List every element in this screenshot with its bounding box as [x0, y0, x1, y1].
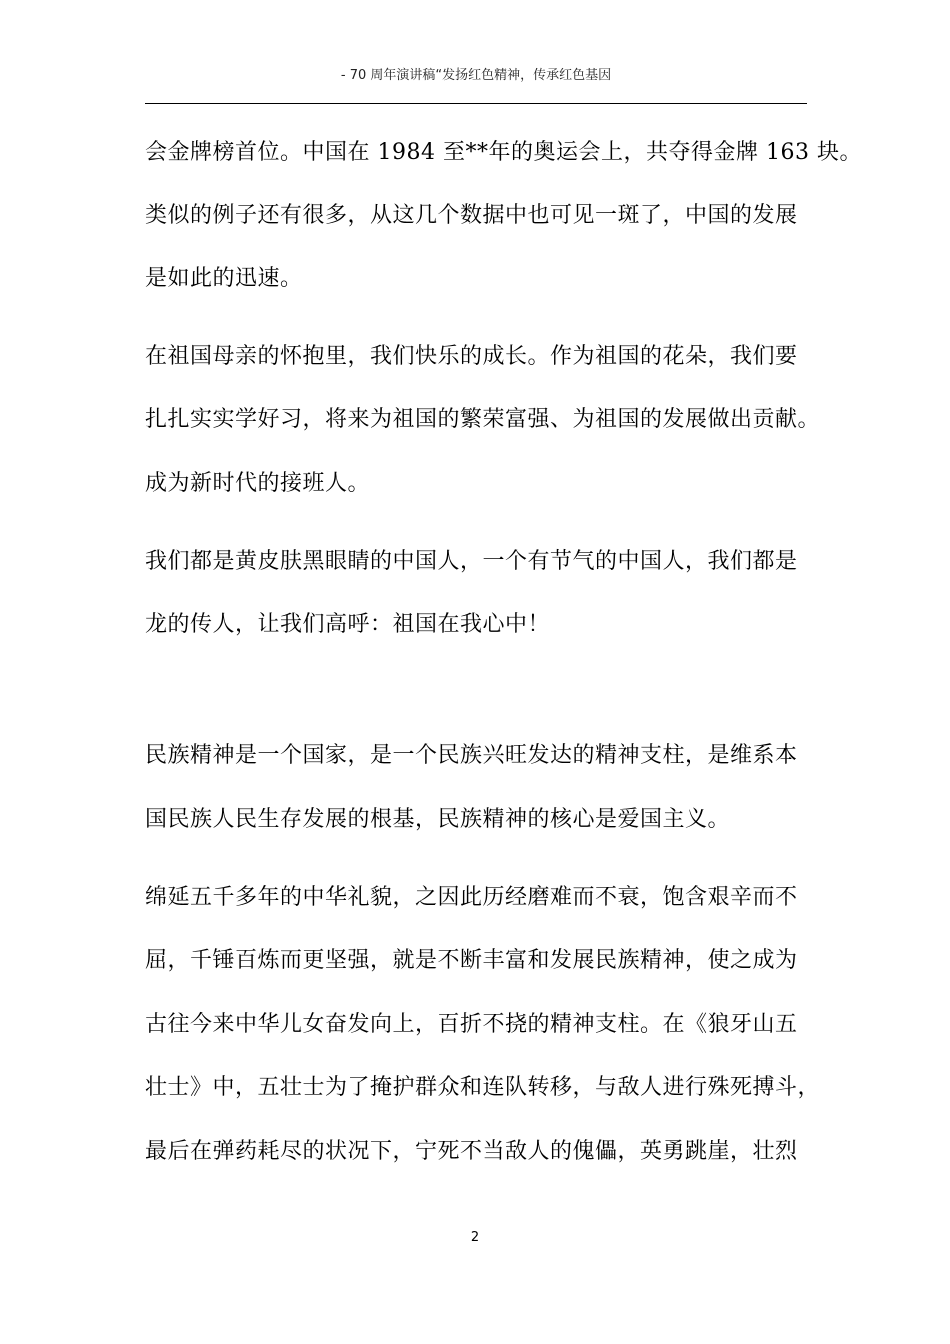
page-header: - 70 周年演讲稿“发扬红色精神，传承红色基因 — [340, 68, 612, 83]
text-line: 在祖国母亲的怀抱里，我们快乐的成长。作为祖国的花朵，我们要 — [145, 344, 798, 369]
text-line: 扎扎实实学好习，将来为祖国的繁荣富强、为祖国的发展做出贡献。 — [145, 407, 821, 432]
text-line: 民族精神是一个国家，是一个民族兴旺发达的精神支柱，是维系本 — [145, 743, 798, 768]
text-line: 成为新时代的接班人。 — [145, 471, 371, 496]
text-line: 类似的例子还有很多，从这几个数据中也可见一斑了，中国的发展 — [145, 203, 798, 228]
text-line: 是如此的迅速。 — [145, 266, 303, 291]
text-line: 国民族人民生存发展的根基，民族精神的核心是爱国主义。 — [145, 807, 731, 832]
text-line: 龙的传人，让我们高呼：祖国在我心中！ — [145, 612, 551, 637]
header-divider — [145, 103, 807, 104]
text-line: 最后在弹药耗尽的状况下，宁死不当敌人的傀儡，英勇跳崖，壮烈 — [145, 1139, 798, 1164]
page-number: 2 — [470, 1230, 480, 1245]
text-line: 古往今来中华儿女奋发向上，百折不挠的精神支柱。在《狼牙山五 — [145, 1012, 798, 1037]
text-line: 我们都是黄皮肤黑眼睛的中国人，一个有节气的中国人，我们都是 — [145, 549, 798, 574]
text-line: 壮士》中，五壮士为了掩护群众和连队转移，与敌人进行殊死搏斗， — [145, 1075, 821, 1100]
text-line: 绵延五千多年的中华礼貌，之因此历经磨难而不衰，饱含艰辛而不 — [145, 885, 798, 910]
text-line: 会金牌榜首位。中国在 1984 至**年的奥运会上，共夺得金牌 163 块。 — [145, 140, 862, 165]
text-line: 屈，千锤百炼而更坚强，就是不断丰富和发展民族精神，使之成为 — [145, 948, 798, 973]
